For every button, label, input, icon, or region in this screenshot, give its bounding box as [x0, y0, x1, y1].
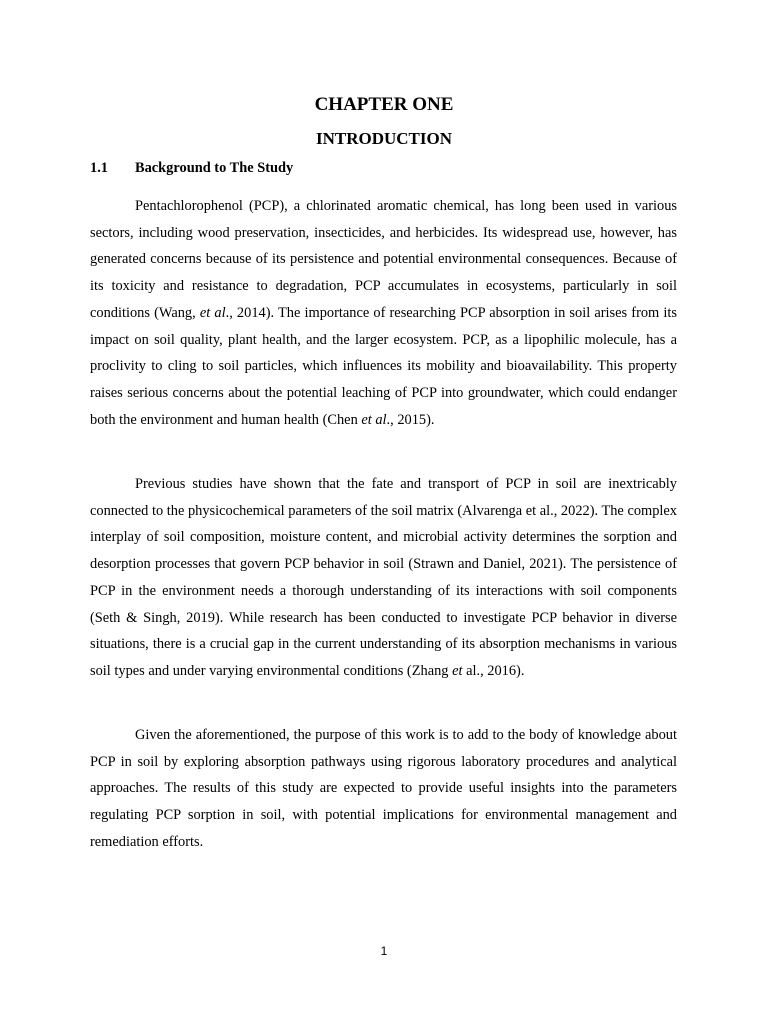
section-heading: INTRODUCTION	[315, 129, 453, 148]
body-paragraph-2	[90, 471, 677, 685]
italic-text-segment: et al	[361, 411, 387, 428]
text-segment: Pentachlorophenol (PCP), a chlorinated aromatic chemical, has long been used in various sectors, including wood preservation, insecticides, and herbicides. Its widespread use, however, has generated concerns because of its persistence and potential environmental consequences. Because of its toxicity and resistance to degradation, PCP accumulates in ecosystems, particularly in soil conditions (Wang,	[90, 198, 677, 321]
text-segment: ., 2015).	[386, 411, 435, 428]
text-segment: ., 2014). The importance of researching PCP absorption in soil arises from its impact on soil quality, plant health, and the larger ecosystem. PCP, as a lipophilic molecule, has a proclivity to cling to soil particles, which influences its mobility and bioavailability. This property raises serious concerns about the potential leaching of PCP into groundwater, which could endanger both the environment and human health (Chen	[90, 304, 677, 428]
subsection-number: 1.1	[90, 160, 108, 176]
text-segment: Previous studies have shown that the fate and transport of PCP in soil are inextricably connected to the physicochemical parameters of the soil matrix (Alvarenga et al., 2022). The complex interplay of soil composition, moisture content, and microbial activity determines the sorption and desorption processes that govern PCP behavior in soil (Strawn and Daniel, 2021). The persistence of PCP in the environment needs a thorough understanding of its interactions with soil components (Seth & Singh, 2019). While research has been conducted to investigate PCP behavior in diverse situations, there is a crucial gap in the current understanding of its absorption mechanisms in various soil types and under varying environmental conditions (Zhang	[90, 476, 677, 679]
body-paragraph-1	[90, 193, 677, 433]
subsection-heading	[90, 158, 293, 178]
body-paragraph-3	[90, 722, 677, 856]
page-number: 1	[380, 944, 388, 958]
text-segment: al., 2016).	[462, 662, 525, 679]
subsection-title: Background to The Study	[135, 160, 294, 176]
italic-text-segment: et	[452, 662, 463, 679]
italic-text-segment: et al	[199, 304, 226, 321]
text-segment: Given the aforementioned, the purpose of this work is to add to the body of knowledge about PCP in soil by exploring absorption pathways using rigorous laboratory procedures and analytical approaches. The results of this study are expected to provide useful insights into the parameters regulating PCP sorption in soil, with potential implications for environmental management and remediation efforts.	[90, 727, 677, 850]
chapter-heading: CHAPTER ONE	[314, 94, 454, 115]
